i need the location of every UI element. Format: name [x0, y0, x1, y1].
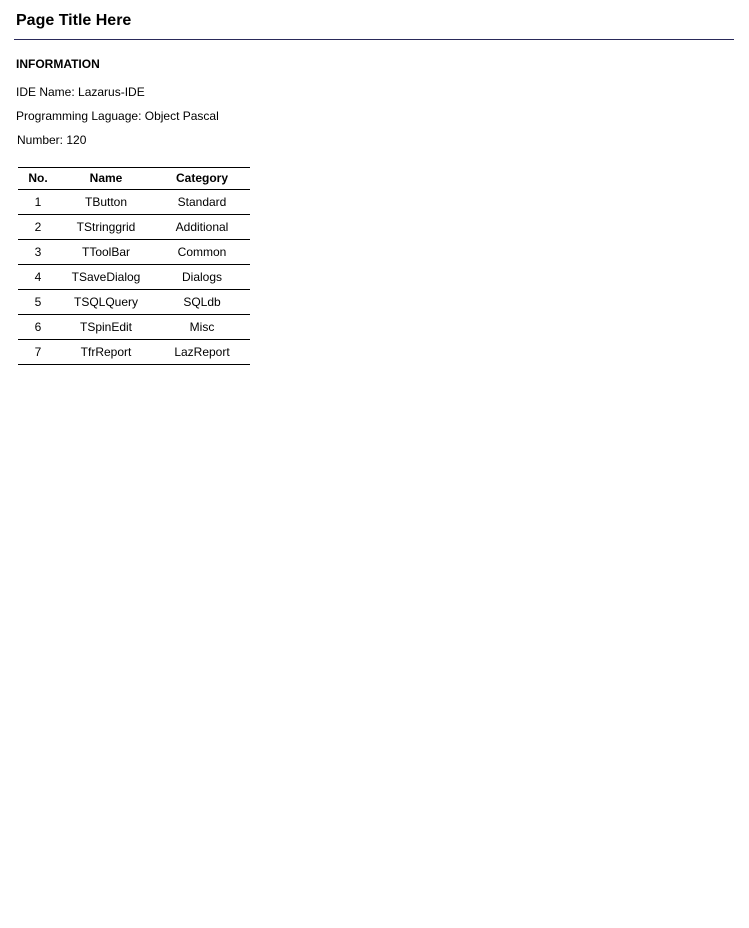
cell-no: 1 — [34, 195, 42, 209]
column-header-category: Category — [175, 171, 228, 185]
cell-no: 2 — [34, 220, 42, 234]
column-header-name: Name — [89, 171, 123, 185]
table-row — [18, 215, 250, 240]
table-row — [18, 340, 250, 365]
cell-no: 6 — [34, 320, 42, 334]
cell-category: Standard — [177, 195, 227, 209]
cell-no: 7 — [34, 345, 42, 359]
table-row — [18, 290, 250, 315]
cell-name: TSQLQuery — [73, 295, 139, 309]
information-heading: INFORMATION — [16, 57, 100, 71]
cell-category: Additional — [175, 220, 229, 234]
cell-no: 3 — [34, 245, 42, 259]
cell-category: Dialogs — [181, 270, 223, 284]
cell-name: TfrReport — [80, 345, 132, 359]
table-header — [18, 168, 250, 190]
ide-name-line: IDE Name: Lazarus-IDE — [16, 85, 145, 99]
table-row — [18, 190, 250, 215]
table-row — [18, 315, 250, 340]
cell-name: TToolBar — [81, 245, 131, 259]
title-divider — [14, 39, 734, 40]
cell-name: TSpinEdit — [79, 320, 133, 334]
table-body — [18, 190, 250, 365]
number-line: Number: 120 — [17, 133, 87, 147]
table-header-row — [18, 168, 250, 190]
cell-category: Common — [177, 245, 227, 259]
cell-category: LazReport — [174, 345, 230, 359]
cell-name: TStringgrid — [76, 220, 136, 234]
cell-name: TSaveDialog — [71, 270, 141, 284]
programming-language-line: Programming Laguage: Object Pascal — [16, 109, 219, 123]
cell-name: TButton — [84, 195, 128, 209]
cell-no: 4 — [34, 270, 42, 284]
cell-category: Misc — [189, 320, 215, 334]
cell-category: SQLdb — [183, 295, 221, 309]
page-title: Page Title Here — [16, 12, 132, 29]
components-table — [18, 167, 250, 365]
table-row — [18, 265, 250, 290]
cell-no: 5 — [34, 295, 42, 309]
table-row — [18, 240, 250, 265]
column-header-no: No. — [28, 171, 48, 185]
